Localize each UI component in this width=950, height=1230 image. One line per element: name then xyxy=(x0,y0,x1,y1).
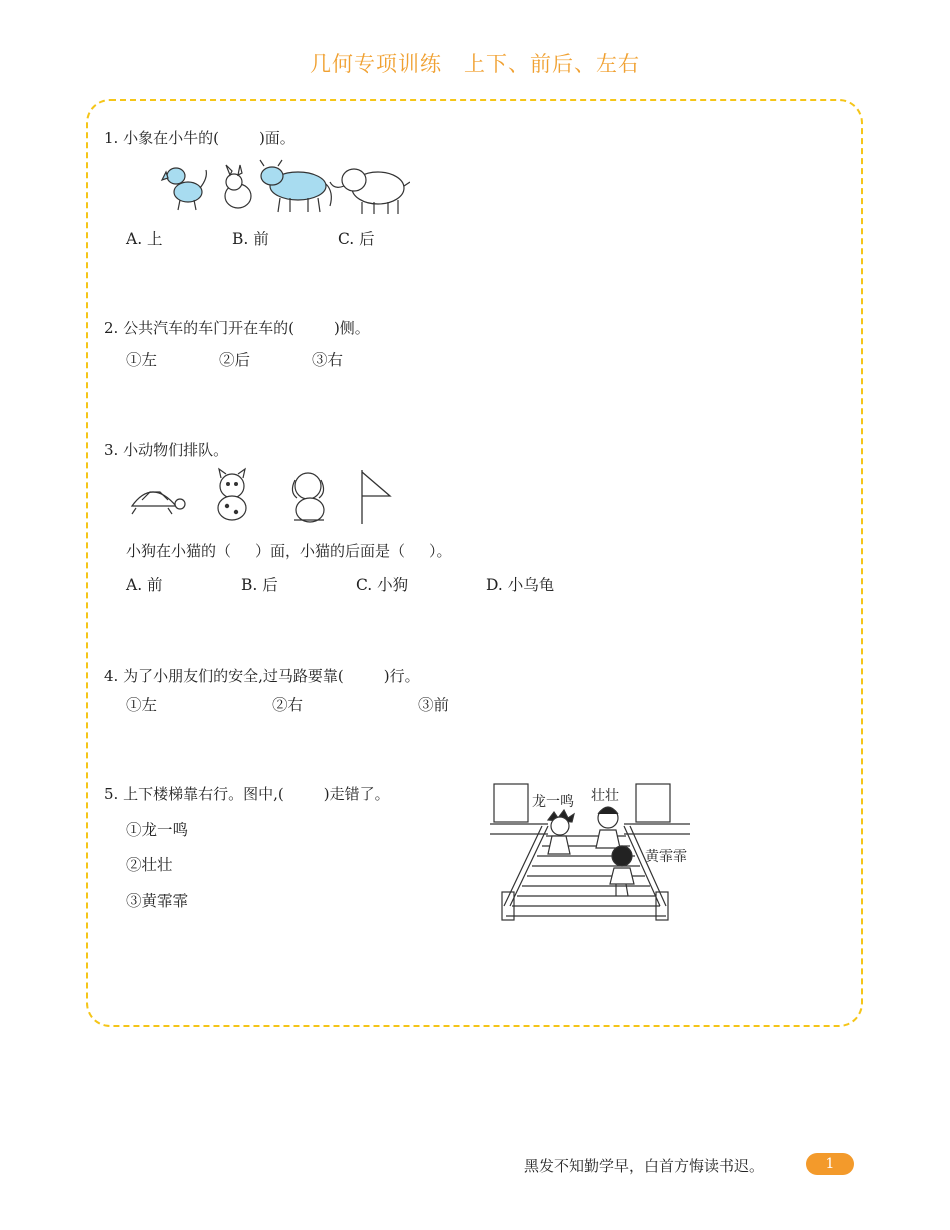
question-text: )行。 xyxy=(383,667,420,685)
footer-motto: 黑发不知勤学早，白首方悔读书迟。 xyxy=(524,1157,765,1175)
figure-label: 黄霏霏 xyxy=(645,849,687,865)
question-2 xyxy=(104,317,370,338)
cow-figure xyxy=(260,160,331,212)
question-3 xyxy=(104,439,228,460)
option[interactable]: D. 小乌龟 xyxy=(486,576,555,594)
question-number: 1. xyxy=(104,129,119,147)
options-q3 xyxy=(126,573,554,595)
topic-title: 上下、前后、左右 xyxy=(464,52,640,76)
question-number: 4. xyxy=(104,667,119,685)
option[interactable]: C. 后 xyxy=(338,230,375,248)
animal-queue-figure xyxy=(124,466,396,528)
flag-figure xyxy=(362,470,390,524)
kid-huang-feifei xyxy=(610,846,634,896)
option[interactable]: ③右 xyxy=(312,351,344,369)
page-number-badge: 1 xyxy=(806,1153,854,1175)
question-4 xyxy=(104,665,420,686)
elephant-figure xyxy=(330,169,410,214)
question-text: 小象在小牛的( xyxy=(123,129,219,147)
rabbit-figure xyxy=(225,165,251,208)
page-title xyxy=(0,48,950,78)
question-text: )侧。 xyxy=(333,319,370,337)
question-number: 5. xyxy=(104,785,119,803)
dog-figure xyxy=(162,168,206,210)
question-text: )面。 xyxy=(258,129,295,147)
option[interactable]: A. 前 xyxy=(126,576,163,594)
right-door xyxy=(636,784,670,822)
figure-label: 壮壮 xyxy=(591,788,619,804)
question-text: ）面，小猫的后面是（ xyxy=(255,542,406,560)
option[interactable]: ②后 xyxy=(219,351,251,369)
question-text: 为了小朋友们的安全,过马路要靠( xyxy=(123,667,344,685)
question-number: 2. xyxy=(104,319,119,337)
question-text: 公共汽车的车门开在车的( xyxy=(123,319,294,337)
options-q4 xyxy=(126,693,449,715)
puppy-figure xyxy=(292,473,324,522)
question-text: )走错了。 xyxy=(323,785,390,803)
question-3-subtext xyxy=(126,540,452,561)
question-1 xyxy=(104,127,295,148)
option[interactable]: ①左 xyxy=(126,696,158,714)
left-door xyxy=(494,784,528,822)
question-text: 上下楼梯靠右行。图中,( xyxy=(123,785,284,803)
series-title: 几何专项训练 xyxy=(310,52,442,76)
turtle-figure xyxy=(132,492,185,514)
question-text: ）。 xyxy=(429,542,452,560)
figure-label: 龙一鸣 xyxy=(532,794,574,810)
question-text: 小狗在小猫的（ xyxy=(126,542,232,560)
option[interactable]: ②壮壮 xyxy=(126,856,173,874)
option[interactable]: ①龙一鸣 xyxy=(126,821,189,839)
question-number: 3. xyxy=(104,441,119,459)
question-5 xyxy=(104,783,390,804)
option[interactable]: ③前 xyxy=(418,696,450,714)
option[interactable]: A. 上 xyxy=(126,230,163,248)
option[interactable]: ①左 xyxy=(126,351,158,369)
option[interactable]: ③黄霏霏 xyxy=(126,892,189,910)
question-text: 小动物们排队。 xyxy=(123,441,229,459)
kid-zhuangzhuang xyxy=(596,807,620,848)
option[interactable]: C. 小狗 xyxy=(356,576,409,594)
options-q1 xyxy=(126,227,375,249)
cat-figure xyxy=(218,469,246,520)
option[interactable]: B. 前 xyxy=(232,230,269,248)
animals-row-figure xyxy=(158,158,410,216)
option[interactable]: B. 后 xyxy=(241,576,278,594)
option[interactable]: ②右 xyxy=(272,696,304,714)
options-q2 xyxy=(126,348,343,370)
kid-long-yiming xyxy=(548,810,574,854)
